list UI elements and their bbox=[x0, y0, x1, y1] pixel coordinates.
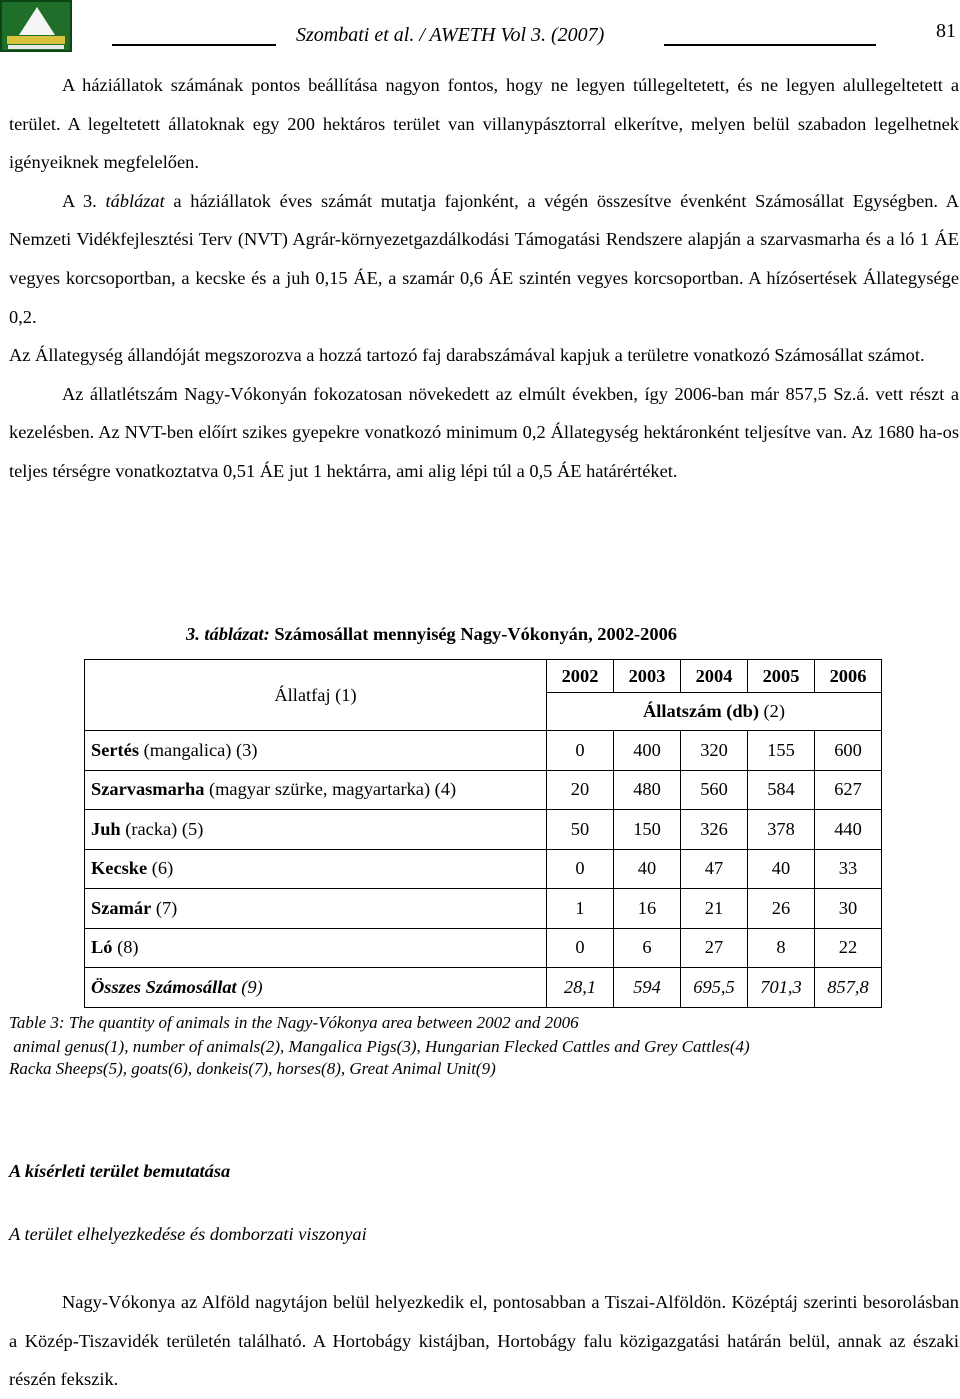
table-row bbox=[85, 810, 882, 850]
species-cell bbox=[85, 731, 547, 771]
value-cell: 33 bbox=[815, 849, 882, 889]
value-cell: 600 bbox=[815, 731, 882, 771]
paragraph-rest: a háziállatok éves számát mutatja fajonként, a végén összesítve évenként Számosállat Egységben. A Nemzeti Vidékfejlesztési Terv (NVT) Agrár-környezetgazdálkodási Támogatási Rendszere alapján a szarvasmarha és a ló 1 ÁE vegyes korcsoportban, a kecske és a juh 0,15 ÁE, a szamár 0,6 ÁE szintén vegyes korcsoportban. A hízósertések Állategysége 0,2. bbox=[9, 190, 959, 327]
unit-note: (2) bbox=[758, 701, 785, 721]
value-cell: 30 bbox=[815, 889, 882, 929]
paragraph bbox=[9, 182, 959, 336]
paragraph: Az Állategység állandóját megszorozva a hozzá tartozó faj darabszámával kapjuk a területre vonatkozó Számosállat számot. bbox=[9, 345, 925, 366]
table-row bbox=[85, 770, 882, 810]
total-label: Összes Számosállat bbox=[91, 976, 237, 997]
value-cell: 400 bbox=[614, 731, 681, 771]
value-cell: 26 bbox=[748, 889, 815, 929]
logo-text-strip bbox=[8, 45, 64, 49]
table-row bbox=[85, 731, 882, 771]
table-row bbox=[85, 849, 882, 889]
total-note: (9) bbox=[236, 976, 263, 997]
species-cell bbox=[85, 770, 547, 810]
total-value-cell: 28,1 bbox=[547, 968, 614, 1008]
species-cell bbox=[85, 810, 547, 850]
value-cell: 440 bbox=[815, 810, 882, 850]
species-name: Juh bbox=[91, 818, 121, 839]
value-cell: 1 bbox=[547, 889, 614, 929]
value-cell: 560 bbox=[681, 770, 748, 810]
column-header-species: Állatfaj (1) bbox=[85, 660, 547, 731]
total-value-cell: 857,8 bbox=[815, 968, 882, 1008]
table-header-row bbox=[85, 660, 882, 693]
table-total-row bbox=[85, 968, 882, 1008]
page-number: 81 bbox=[936, 20, 956, 42]
species-name: Szarvasmarha bbox=[91, 779, 205, 800]
value-cell: 47 bbox=[681, 849, 748, 889]
value-cell: 378 bbox=[748, 810, 815, 850]
paragraph: A háziállatok számának pontos beállítása nagyon fontos, hogy ne legyen túllegeltetett, és ne legyen alullegeltetett a terület. A legeltetett állatoknak egy 200 hektáros terület van villanypásztorral elkerítve, melyen belül szabadon legelhetnek igényeiknek megfelelően. bbox=[9, 75, 959, 173]
paragraph: Nagy-Vókonya az Alföld nagytájon belül helyezkedik el, pontosabban a Tiszai-Alföldön. Középtáj szerinti besorolásban a Közép-Tiszavidék területén található. A Hortobágy kistájban, Hortobágy falu közigazgatási határán belül, annak az északi részén fekszik. bbox=[9, 1292, 959, 1390]
table-reference: táblázat bbox=[105, 190, 165, 211]
value-cell: 50 bbox=[547, 810, 614, 850]
value-cell: 584 bbox=[748, 770, 815, 810]
logo-bar bbox=[7, 36, 65, 44]
species-name: Sertés bbox=[91, 739, 139, 760]
year-header: 2005 bbox=[748, 660, 815, 693]
value-cell: 0 bbox=[547, 849, 614, 889]
section-subheading: A terület elhelyezkedése és domborzati viszonyai bbox=[9, 1224, 367, 1244]
table-caption-label: 3. táblázat: bbox=[186, 624, 270, 644]
value-cell: 627 bbox=[815, 770, 882, 810]
value-cell: 27 bbox=[681, 928, 748, 968]
unit-label: Állatszám (db) bbox=[642, 701, 759, 721]
body-text bbox=[9, 66, 959, 491]
species-cell bbox=[85, 928, 547, 968]
species-cell bbox=[85, 889, 547, 929]
running-title: Szombati et al. / AWETH Vol 3. (2007) bbox=[296, 24, 605, 46]
paragraph-start: A 3. bbox=[62, 190, 106, 211]
section-heading: A kísérleti terület bemutatása bbox=[9, 1161, 231, 1181]
year-header: 2003 bbox=[614, 660, 681, 693]
total-label-cell bbox=[85, 968, 547, 1008]
table-row bbox=[85, 928, 882, 968]
species-detail: (6) bbox=[147, 858, 174, 879]
value-cell: 320 bbox=[681, 731, 748, 771]
data-table bbox=[84, 659, 882, 1008]
year-header: 2002 bbox=[547, 660, 614, 693]
species-name: Kecske bbox=[91, 858, 148, 879]
value-cell: 22 bbox=[815, 928, 882, 968]
value-cell: 40 bbox=[748, 849, 815, 889]
table-row bbox=[85, 889, 882, 929]
species-name: Ló bbox=[91, 937, 113, 958]
english-caption-line: Table 3: The quantity of animals in the Nagy-Vókonya area between 2002 and 2006 bbox=[9, 1013, 579, 1032]
species-detail: (mangalica) (3) bbox=[139, 739, 258, 760]
unit-header bbox=[547, 693, 882, 731]
value-cell: 155 bbox=[748, 731, 815, 771]
header-rule-left bbox=[112, 44, 276, 46]
value-cell: 21 bbox=[681, 889, 748, 929]
english-caption-line: Racka Sheeps(5), goats(6), donkeis(7), horses(8), Great Animal Unit(9) bbox=[9, 1059, 496, 1078]
value-cell: 480 bbox=[614, 770, 681, 810]
journal-logo bbox=[0, 0, 72, 52]
species-detail: (8) bbox=[112, 937, 139, 958]
body-text-section bbox=[9, 1283, 959, 1399]
species-name: Szamár bbox=[91, 897, 152, 918]
paragraph: Az állatlétszám Nagy-Vókonyán fokozatosan növekedett az elmúlt években, így 2006-ban már 857,5 Sz.á. vett részt a kezelésben. Az NVT-ben előírt szikes gyepekre vonatkozó minimum 0,2 Állategység hektáronként teljesítve van. Az 1680 ha-os teljes térségre vonatkoztatva 0,51 ÁE jut 1 hektárra, ami alig lépi túl a 0,5 ÁE határértéket. bbox=[9, 383, 959, 481]
header-rule-right bbox=[664, 44, 876, 46]
total-value-cell: 594 bbox=[614, 968, 681, 1008]
species-cell bbox=[85, 849, 547, 889]
table-caption-text: Számosállat mennyiség Nagy-Vókonyán, 2002-2006 bbox=[269, 624, 677, 644]
value-cell: 0 bbox=[547, 928, 614, 968]
value-cell: 20 bbox=[547, 770, 614, 810]
species-detail: (magyar szürke, magyartarka) (4) bbox=[204, 779, 457, 800]
value-cell: 8 bbox=[748, 928, 815, 968]
year-header: 2006 bbox=[815, 660, 882, 693]
value-cell: 0 bbox=[547, 731, 614, 771]
value-cell: 326 bbox=[681, 810, 748, 850]
species-detail: (7) bbox=[151, 897, 178, 918]
value-cell: 6 bbox=[614, 928, 681, 968]
value-cell: 16 bbox=[614, 889, 681, 929]
value-cell: 150 bbox=[614, 810, 681, 850]
total-value-cell: 695,5 bbox=[681, 968, 748, 1008]
total-value-cell: 701,3 bbox=[748, 968, 815, 1008]
value-cell: 40 bbox=[614, 849, 681, 889]
year-header: 2004 bbox=[681, 660, 748, 693]
table-caption bbox=[186, 624, 677, 645]
species-detail: (racka) (5) bbox=[120, 818, 204, 839]
english-caption-line: animal genus(1), number of animals(2), Mangalica Pigs(3), Hungarian Flecked Cattles and Grey Cattles(4) bbox=[9, 1037, 750, 1056]
triangle-icon bbox=[19, 7, 55, 35]
